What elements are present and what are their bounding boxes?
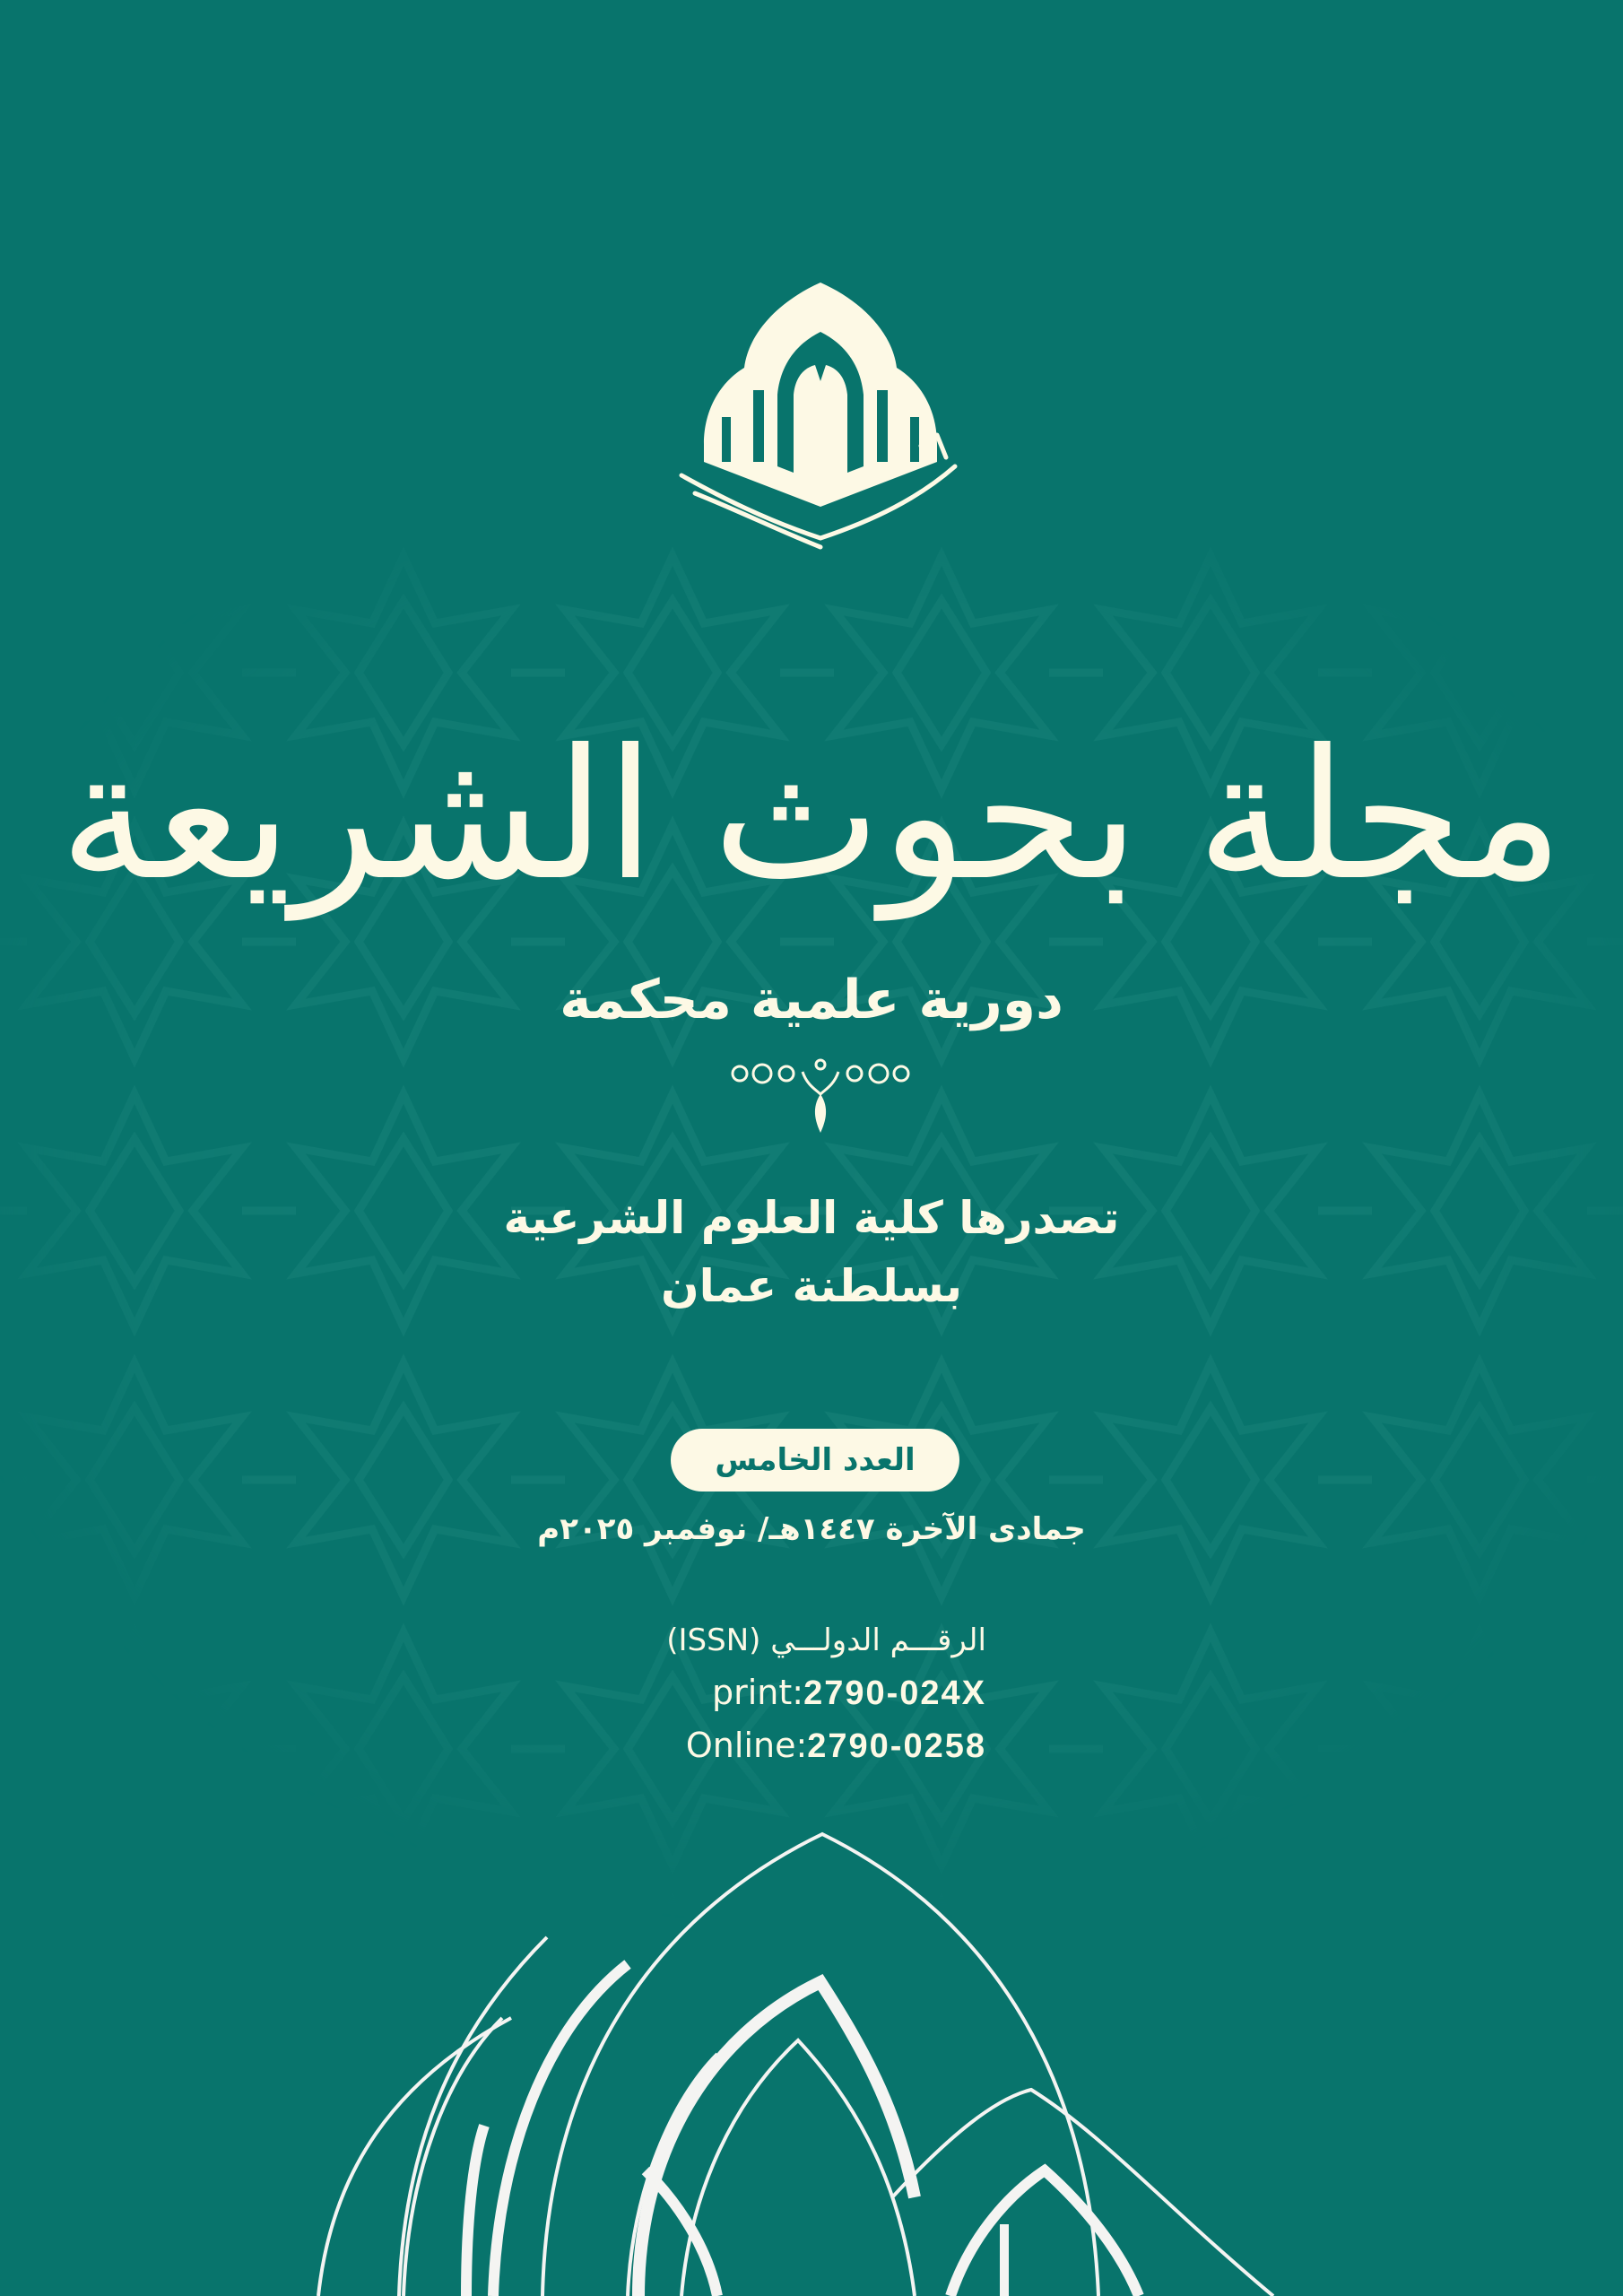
publisher-line-1: تصدرها كلية العلوم الشرعية (503, 1192, 1120, 1244)
journal-title: مجلة بحوث الشريعة (59, 711, 1564, 920)
issue-date: جمادى الآخرة ١٤٤٧هـ/ نوفمبر ٢٠٢٥م (537, 1511, 1086, 1547)
issn-label: الرقـــم الدولـــي (ISSN) (666, 1622, 986, 1658)
issn-online-key: Online: (685, 1726, 808, 1765)
issue-label: العدد الخامس (715, 1442, 916, 1478)
issn-block (655, 1614, 986, 1772)
arches-decoration-icon (0, 1812, 1623, 2296)
flourish-ornament-icon (722, 1054, 919, 1135)
issn-online-value: 2790-0258 (807, 1727, 986, 1765)
issue-badge (671, 1429, 959, 1492)
college-dome-logo-icon (668, 283, 964, 552)
journal-subtitle: دورية علمية محكمة (560, 969, 1063, 1031)
issn-print-row (655, 1666, 986, 1719)
issn-online-row (655, 1719, 986, 1772)
publisher-block (0, 1184, 1623, 1320)
publisher-line-2: بسلطنة عمان (660, 1260, 963, 1312)
issn-print-key: print: (711, 1673, 804, 1712)
issn-print-value: 2790-024X (803, 1674, 986, 1712)
